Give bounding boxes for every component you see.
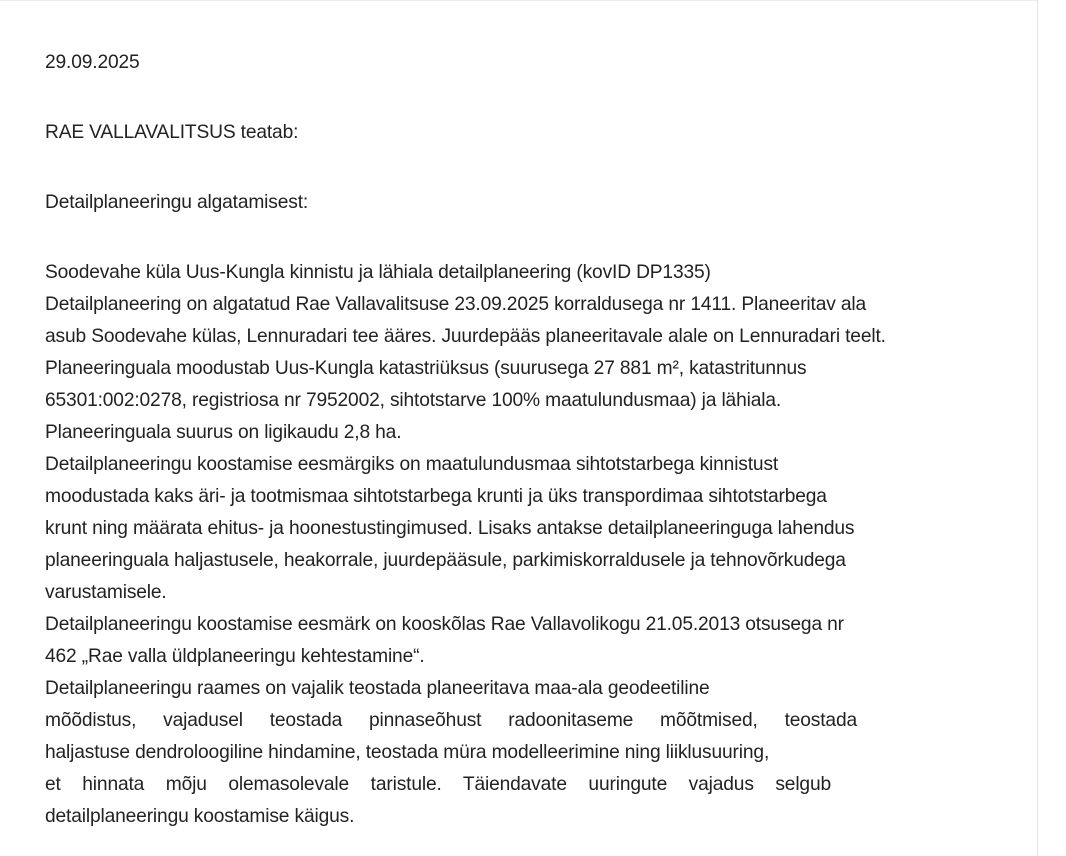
body-line: asub Soodevahe külas, Lennuradari tee ääres. Juurdepääs planeeritavale alale on Lennuradari teelt. bbox=[45, 326, 886, 347]
body-line: Planeeringuala suurus on ligikaudu 2,8 ha. bbox=[45, 422, 402, 443]
notice-content bbox=[45, 47, 1005, 833]
body-line: moodustada kaks äri- ja tootmismaa sihtotstarbega krunti ja üks transpordimaa sihtotstarbega bbox=[45, 486, 827, 507]
body-line: detailplaneeringu koostamise käigus. bbox=[45, 806, 355, 827]
body-line: Detailplaneeringu koostamise eesmärk on kooskõlas Rae Vallavolikogu 21.05.2013 otsusega nr bbox=[45, 614, 844, 635]
body-line: Planeeringuala moodustab Uus-Kungla katastriüksus (suurusega 27 881 m², katastritunnus bbox=[45, 358, 807, 379]
notice-section-heading: Detailplaneeringu algatamisest: bbox=[45, 192, 309, 213]
body-line: mõõdistus, vajadusel teostada pinnaseõhust radoonitaseme mõõtmised, teostada bbox=[45, 710, 857, 731]
notice-date: 29.09.2025 bbox=[45, 52, 140, 73]
body-line: 65301:002:0278, registriosa nr 7952002, sihtotstarve 100% maatulundusmaa) ja lähiala. bbox=[45, 390, 782, 411]
body-line: varustamisele. bbox=[45, 582, 167, 603]
notice-announcer: RAE VALLAVALITSUS teatab: bbox=[45, 122, 299, 143]
body-line: haljastuse dendroloogiline hindamine, teostada müra modelleerimine ning liiklusuuring, bbox=[45, 742, 770, 763]
detail-plan-title: Soodevahe küla Uus-Kungla kinnistu ja lähiala detailplaneering (kovID DP1335) bbox=[45, 262, 711, 283]
body-line: krunt ning määrata ehitus- ja hoonestustingimused. Lisaks antakse detailplaneeringuga lahendus bbox=[45, 518, 855, 539]
body-line: planeeringuala haljastusele, heakorrale, juurdepääsule, parkimiskorraldusele ja tehnovõrkudega bbox=[45, 550, 846, 571]
body-line: Detailplaneering on algatatud Rae Vallavalitsuse 23.09.2025 korraldusega nr 1411. Planeeritav ala bbox=[45, 294, 867, 315]
body-line: Detailplaneeringu raames on vajalik teostada planeeritava maa-ala geodeetiline bbox=[45, 678, 710, 699]
body-line: Detailplaneeringu koostamise eesmärgiks on maatulundusmaa sihtotstarbega kinnistust bbox=[45, 454, 779, 475]
body-line: et hinnata mõju olemasolevale taristule. Täiendavate uuringute vajadus selgub bbox=[45, 774, 831, 795]
body-line: 462 „Rae valla üldplaneeringu kehtestamine“. bbox=[45, 646, 425, 667]
